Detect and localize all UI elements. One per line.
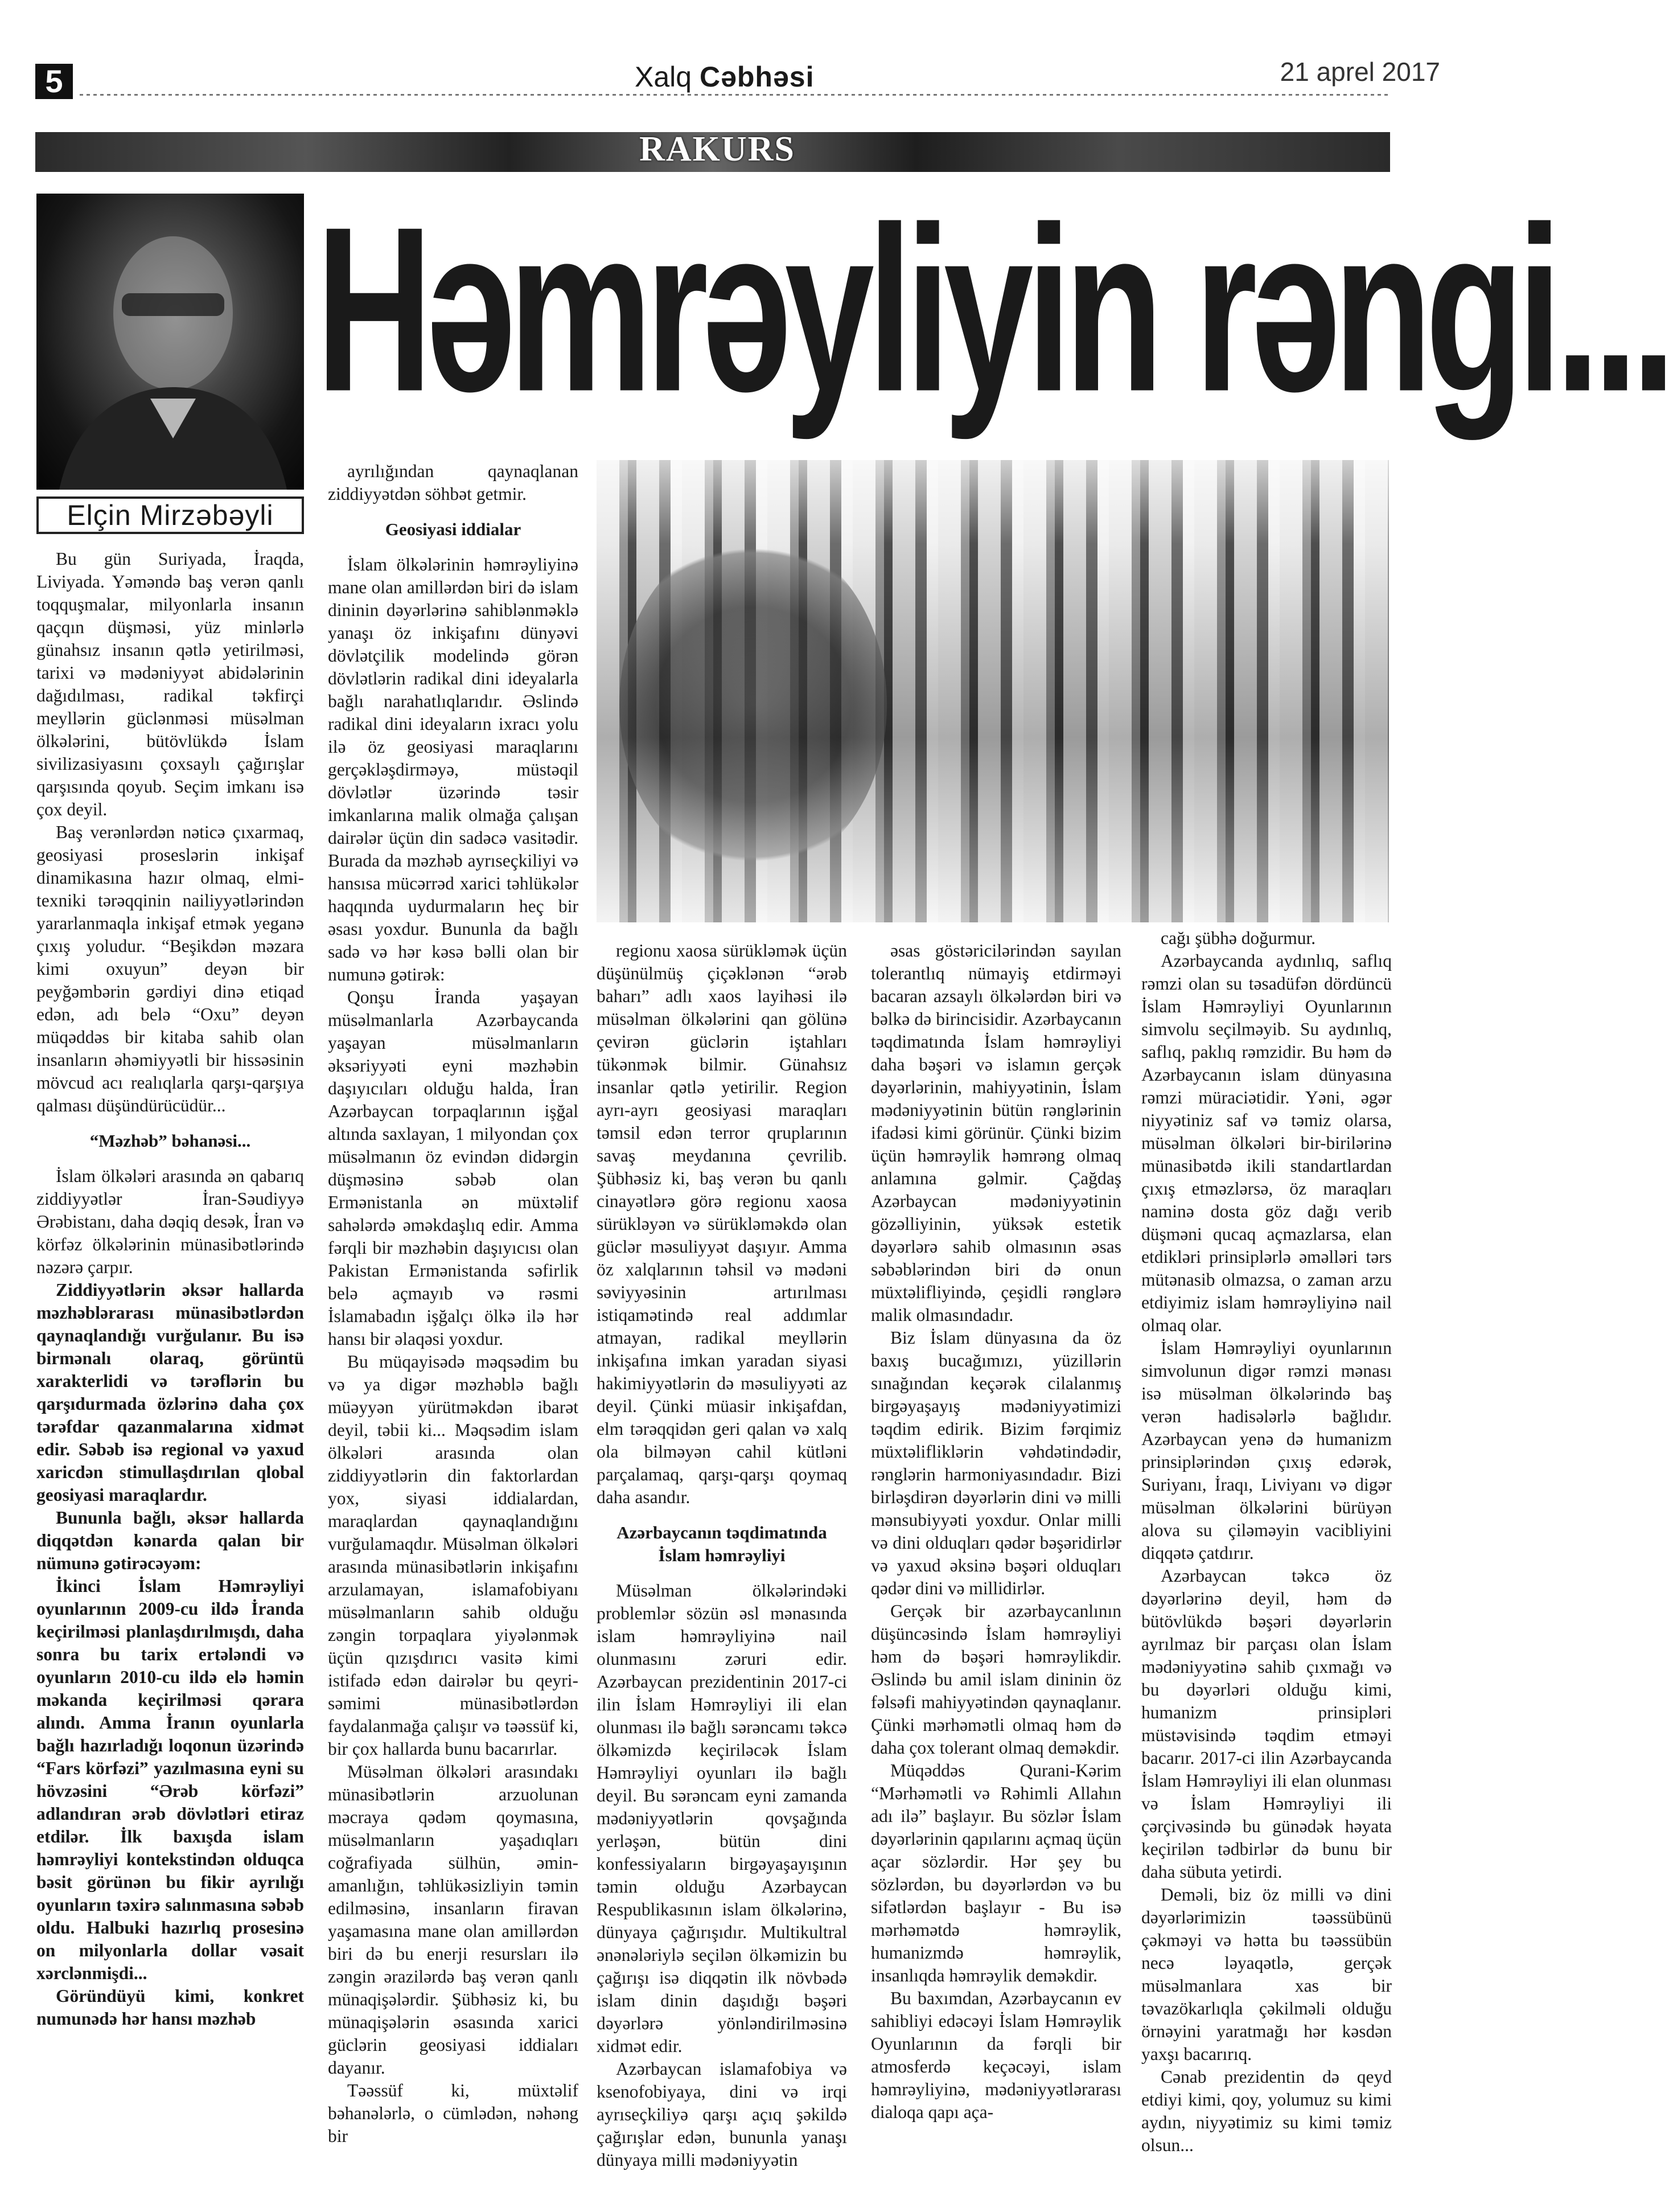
paragraph: Ziddiyyətlərin əksər hallarda məzhəblərarası münasibətlərdən qaynaqlandığı vurğulanır. Bu isə birmənalı olaraq, görüntü xarakterlidi və tərəflərin bu qarşıdurmada özlərinə daha çox tərəfdar qazanmalarına xidmət edir. Səbəb isə regional və yaxud xaricdən stimullaşdırılan qlobal geosiyasi maraqlardır.: [36, 1280, 304, 1505]
paragraph: Bu müqayisədə məqsədim bu və ya digər məzhəblə bağlı müəyyən yürütməkdən ibarət deyil, təbii ki... Məqsədim islam ölkələri arasında olan ziddiyyətlərin din faktorlardan yox, siyasi iddialardan, maraqlardan qaynaqlandığını vurğulamaqdır. Müsəlman ölkələri arasında münasibətlərin inkişafını arzulamayan, islamafobiyanı müsəlmanların sahib olduğu zəngin torpaqlara yiyələnmək üçün qızışdırıcı vasitə kimi istifadə edən dairələr bu qeyri-səmimi münasibətlərdən faydalanmağa çalışır və təəssüf ki, bir çox hallarda bunu bacarırlar.: [328, 1352, 578, 1759]
paragraph: İkinci İslam Həmrəyliyi oyunlarının 2009-cu ildə İranda keçirilməsi planlaşdırılmışdı, daha sonra bu tarix ertələndi və oyunların 2010-cu ildə elə həmin məkanda keçirilməsi qərara alındı. Amma İranın oyunlarla bağlı hazırladığı loqonun üzərində “Fars körfəzi” yazılmasına eyni su hövzəsini “Ərəb körfəzi” adlandıran ərəb dövlətləri etiraz etdilər. İlk baxışda islam həmrəyliyi kontekstindən olduqca bəsit görünən bu fikir ayrılığı oyunların təxirə salınmasına səbəb oldu. Halbuki hazırlıq prosesinə on milyonlarla dollar vəsait xərclənmişdi...: [36, 1576, 304, 1983]
paragraph: İslam ölkələri arasında ən qabarıq ziddiyyətlər İran-Səudiyyə Ərəbistanı, daha dəqiq desək, İran və körfəz ölkələrinin münasibətlərində nəzərə çarpır.: [36, 1166, 304, 1277]
paragraph: Azərbaycan islamafobiya və ksenofobiyaya, dini və irqi ayrıseçkiliyə qarşı açıq şəkildə çağırışlar edən, bununla yanaşı dünyaya milli mədəniyyətin: [597, 2059, 847, 2170]
newspaper-name: [635, 57, 862, 97]
paragraph: əsas göstəricilərindən sayılan tolerantlıq nümayiş etdirməyi bacaran azsaylı ölkələrdən biri və bəlkə də birincisidir. Azərbaycanın təqdimatında İslam həmrəyliyi daha bəşəri və islamın gerçək dəyərlərinin, mahiyyətinin, İslam mədəniyyətinin bütün rənglərinin ifadəsi kimi görünür. Çünki bizim üçün həmrəylik həmrəng olmaq anlamına gəlmir. Çağdaş Azərbaycan mədəniyyətinin gözəlliyinin, yüksək estetik dəyərlərə sahib olmasının əsas səbəblərindən biri də onun müxtəlifliyində, çeşidli rənglərə malik olmasındadır.: [871, 941, 1121, 1325]
paragraph: Bu baxımdan, Azərbaycanın ev sahibliyi edəcəyi İslam Həmrəylik Oyunlarının da fərqli bir atmosferdə keçəcəyi, islam həmrəyliyinə, mədəniyyətlərarası dialoqa qapı aça-: [871, 1988, 1121, 2122]
portrait-silhouette-icon: [36, 194, 304, 490]
article-column-5: [1141, 927, 1392, 2157]
bold-block: [36, 1279, 304, 2030]
article-column-1: [36, 548, 304, 2030]
newspaper-name-main: Cəbhəsi: [699, 61, 815, 93]
paragraph: İslam ölkələrinin həmrəyliyinə mane olan amillərdən biri də islam dininin dəyərlərinə sahiblənməklə yanaşı öz inkişafını dünyəvi dövlətçilik modelində görən dövlətlərin radikal dini ideyalarla bağlı narahatlıqlarıdır. Əslində radikal dini ideyaların ixracı yolu ilə öz geosiyasi maraqlarını gerçəkləşdirməyə, müstəqil dövlətlər üzərində təsir imkanlarına malik olmağa çalışan dairələr üçün din sadəcə vasitədir. Burada da məzhəb ayrıseçkiliyi və hansısa mücərrəd xarici təhlükələr haqqında uydurmaların heç bir əsası yoxdur. Bununla da bağlı sadə və hər kəsə bəlli olan bir numunə gətirək:: [328, 555, 578, 984]
paragraph: Biz İslam dünyasına da öz baxış bucağımızı, yüzillərin sınağından keçərək cilalanmış birgəyaşayış mədəniyyətimizi təqdim edirik. Bizim fərqimiz müxtəlifliklərin vəhdətindədir, rənglərin harmoniyasındadır. Bizi birləşdirən dəyərlərin dini və milli mənsubiyyəti yoxdur. Onlar milli və dini olduqları qədər bəşəridirlər və yaxud əksinə bəşəri olduqları qədər dini və millidirlər.: [871, 1328, 1121, 1598]
paragraph: cağı şübhə doğurmur.: [1161, 928, 1316, 948]
paragraph: ayrılığından qaynaqlanan ziddiyyətdən söhbət getmir.: [328, 461, 578, 504]
paragraph: Müqəddəs Qurani-Kərim “Mərhəmətli və Rəhimli Allahın adı ilə” başlayır. Bu sözlər İslam dəyərlərinin qapılarını açmaq üçün açar sözlərdir. Hər şey bu sözlərdən, bu dəyərlərdən və bu sifətlərdən başlayır - Bu isə mərhəmətdə həmrəylik, humanizmdə həmrəylik, insanlıqda həmrəylik deməkdir.: [871, 1760, 1121, 1985]
author-name: Elçin Mirzəbəyli: [36, 496, 304, 534]
paragraph: Cənab prezidentin də qeyd etdiyi kimi, qoy, yolumuz su kimi aydın, niyyətimiz su kimi təmiz olsun...: [1141, 2067, 1392, 2155]
header-divider: [80, 94, 1389, 96]
subheading: “Məzhəb” bəhanəsi...: [89, 1131, 251, 1151]
article-column-2: [328, 460, 578, 2148]
article-column-3: [597, 939, 847, 2172]
issue-date: 21 aprel 2017: [1280, 57, 1440, 87]
photo-shade: [597, 460, 1389, 922]
author-photo: [36, 194, 304, 490]
paragraph: Qonşu İranda yaşayan müsəlmanlarla Azərbaycanda yaşayan müsəlmanların əksəriyyəti eyni məzhəbin daşıyıcıları olduğu halda, İran Azərbaycan torpaqlarının işğal altında saxlayan, 1 milyondan çox müsəlmanın öz evindən didərgin düşməsinə səbəb olan Ermənistanla ən müxtəlif sahələrdə əməkdaşlıq edir. Amma fərqli bir məzhəbin daşıyıcısı olan Pakistan Ermənistanda səfirlik belə açmayıb və rəsmi İslamabadın işğalçı ölkə ilə hər hansı bir əlaqəsi yoxdur.: [328, 987, 578, 1349]
paragraph: Baş verənlərdən nəticə çıxarmaq, geosiyasi proseslərin inkişaf dinamikasına hazır olmaq, elmi-texniki tərəqqinin nailiyyətlərindən yararlanmaqla inkişaf etmək yeganə çıxış yoludur. “Beşikdən məzara kimi oxuyun” deyən bir peyğəmbərin gərdiyi dinə etiqad edən, adı belə “Oxu” deyən müqəddəs bir kitaba sahib olan insanların əhəmiyyətli bir hissəsinin mövcud acı realıqlarla qarşı-qarşıya qalması düşündürücüdür...: [36, 822, 304, 1115]
paragraph: İslam Həmrəyliyi oyunlarının simvolunun digər rəmzi mənası isə müsəlman ölkələrində baş verən hadisələrlə bağlıdır. Azərbaycan yenə də humanizm prinsiplərindən çıxış edərək, Suriyanı, İraqı, Liviyanı və digər müsəlman ölkələrini bürüyən alova su çiləməyin vacibliyini diqqətə çatdırır.: [1141, 1338, 1392, 1563]
paragraph: Göründüyü kimi, konkret numunədə hər hansı məzhəb: [36, 1986, 304, 2029]
newspaper-name-prefix: Xalq: [635, 61, 700, 93]
page-number: 5: [35, 64, 73, 99]
paragraph: Gerçək bir azərbaycanlının düşüncəsində İslam həmrəyliyi həm də bəşəri həmrəylikdir. Əslində bu amil islam dininin öz fəlsəfi mahiyyətindən qaynaqlanır. Çünki mərhəmətli olmaq həm də daha çox tolerant olmaq deməkdir.: [871, 1601, 1121, 1758]
article-headline: Həmrəyliyin rəngi...: [316, 177, 1669, 440]
paragraph: Bununla bağlı, əksər hallarda diqqətdən kənarda qalan bir nümunə gətirəcəyəm:: [36, 1508, 304, 1573]
subheading: Geosiyasi iddialar: [385, 519, 521, 539]
paragraph: Deməli, biz öz milli və dini dəyərlərimizin təəssübünü çəkməyi və hətta bu təəssübün necə ləyaqətlə, gerçək müsəlmanlara xas bir təvazökarlıqla çəkilməli olduğu örnəyini yaratmağı hər kəsdən yaxşı bacarırıq.: [1141, 1885, 1392, 2064]
paragraph: Müsəlman ölkələrindəki problemlər sözün əsl mənasında islam həmrəyliyinə nail olunmasını zəruri edir. Azərbaycan prezidentinin 2017-ci ilin İslam Həmrəyliyi ili elan olunması ilə bağlı sərəncamı təkcə ölkəmizdə keçiriləcək İslam Həmrəyliyi oyunları ilə bağlı deyil. Bu sərəncam eyni zamanda mədəniyyətlərin qovşağında yerləşən, bütün dini konfessiyaların birgəyaşayışının təmin olduğu Azərbaycan Respublikasının islam ölkələrinə, dünyaya çağırışıdır. Multikultral ənənələriylə seçilən ölkəmizin bu çağırışı isə diqqətin ilk növbədə islam dinin daşıdığı bəşəri dəyərlərə yönləndirilməsinə xidmət edir.: [597, 1581, 847, 2056]
section-label: RAKURS: [639, 130, 795, 169]
paragraph: Təəssüf ki, müxtəlif bəhanələrlə, o cümlədən, nəhəng bir: [328, 2080, 578, 2146]
article-photo-flags: [597, 460, 1389, 922]
paragraph: Azərbaycan təkcə öz dəyərlərinə deyil, həm də bütövlükdə bəşəri dəyərlərin ayrılmaz bir parçası olan İslam mədəniyyətinə sahib çıxmağı və bu dəyərləri olduğu kimi, humanizm prinsipləri müstəvisində təqdim etməyi bacarır. 2017-ci ilin Azərbaycanda İslam Həmrəyliyi ili elan olunması və İslam Həmrəyliyi ili çərçivəsində bu günədək həyata keçirilən tədbirlər də bunu bir daha sübuta yetirdi.: [1141, 1566, 1392, 1882]
paragraph: Azərbaycanda aydınlıq, saflıq rəmzi olan su təsadüfən dördüncü İslam Həmrəyliyi Oyunlarının simvolu seçilməyib. Su aydınlıq, saflıq, paklıq rəmzidir. Bu həm də Azərbaycanın islam dünyasına rəmzi müraciətidir. Yəni, əgər niyyətiniz saf və təmiz olarsa, müsəlman ölkələri bir-birilərinə münasibətdə ikili standartlardan çıxış etməzlərsə, öz maraqları naminə dosta göz dağı verib düşməni qucaq açmazlarsa, elan etdikləri prinsiplərlə əməlləri tərs mütənasib olmazsa, o zaman arzu etdiyimiz islam həmrəyliyinə nail olmaq olar.: [1141, 951, 1392, 1335]
article-column-4: [871, 939, 1121, 2124]
subheading: Azərbaycanın təqdimatında İslam həmrəyliyi: [616, 1522, 827, 1565]
paragraph: Bu gün Suriyada, İraqda, Liviyada. Yəməndə baş verən qanlı toqquşmalar, milyonlarla insanın qaçqın düşməsi, yüz minlərlə günahsız insanın qətlə yetirilməsi, tarixi və mədəniyyət abidələrinin dağıdılması, radikal təkfirçi meyllərin güclənməsi müsəlman ölkələrini, bütövlükdə İslam sivilizasiyasını çoxsaylı çağırışlar qarşısında qoyub. Seçim imkanı isə çox deyil.: [36, 549, 304, 819]
paragraph: regionu xaosa sürükləmək üçün düşünülmüş çiçəklənən “ərəb baharı” adlı xaos layihəsi ilə müsəlman ölkələrini qan gölünə çevirən güclərin iştahları tükənmək bilmir. Günahsız insanlar qətlə yetirilir. Region ayrı-ayrı geosiyasi maraqları təmsil edən terror qruplarının savaş meydanına çevrilib. Şübhəsiz ki, baş verən bu qanlı cinayətlərə görə regionu xaosa sürükləyən və sürükləməkdə olan güclər məsuliyyət daşıyır. Amma öz xalqlarının təhsil və mədəni səviyyəsinin artırılması istiqamətində real addımlar atmayan, radikal meyllərin inkişafına imkan yaradan siyasi hakimiyyətlərin də məsuliyyəti az deyil. Çünki müasir inkişafdan, elm tərəqqidən geri qalan və xalq ola bilməyən cahil kütləni parçalamaq, qarşı-qarşı qoymaq daha asandır.: [597, 941, 847, 1507]
paragraph: Müsəlman ölkələri arasındakı münasibətlərin arzuolunan məcraya qədəm qoymasına, müsəlmanların yaşadıqları coğrafiyada sülhün, əmin-amanlığın, təhlükəsizliyin təmin edilməsinə, insanların firavan yaşamasına mane olan amillərdən biri də bu enerji resursları ilə zəngin ərazilərdə baş verən qanlı münaqişələrdir. Şübhəsiz ki, bu münaqişələrin əsasında xarici güclərin geosiyasi iddiaları dayanır.: [328, 1762, 578, 2078]
